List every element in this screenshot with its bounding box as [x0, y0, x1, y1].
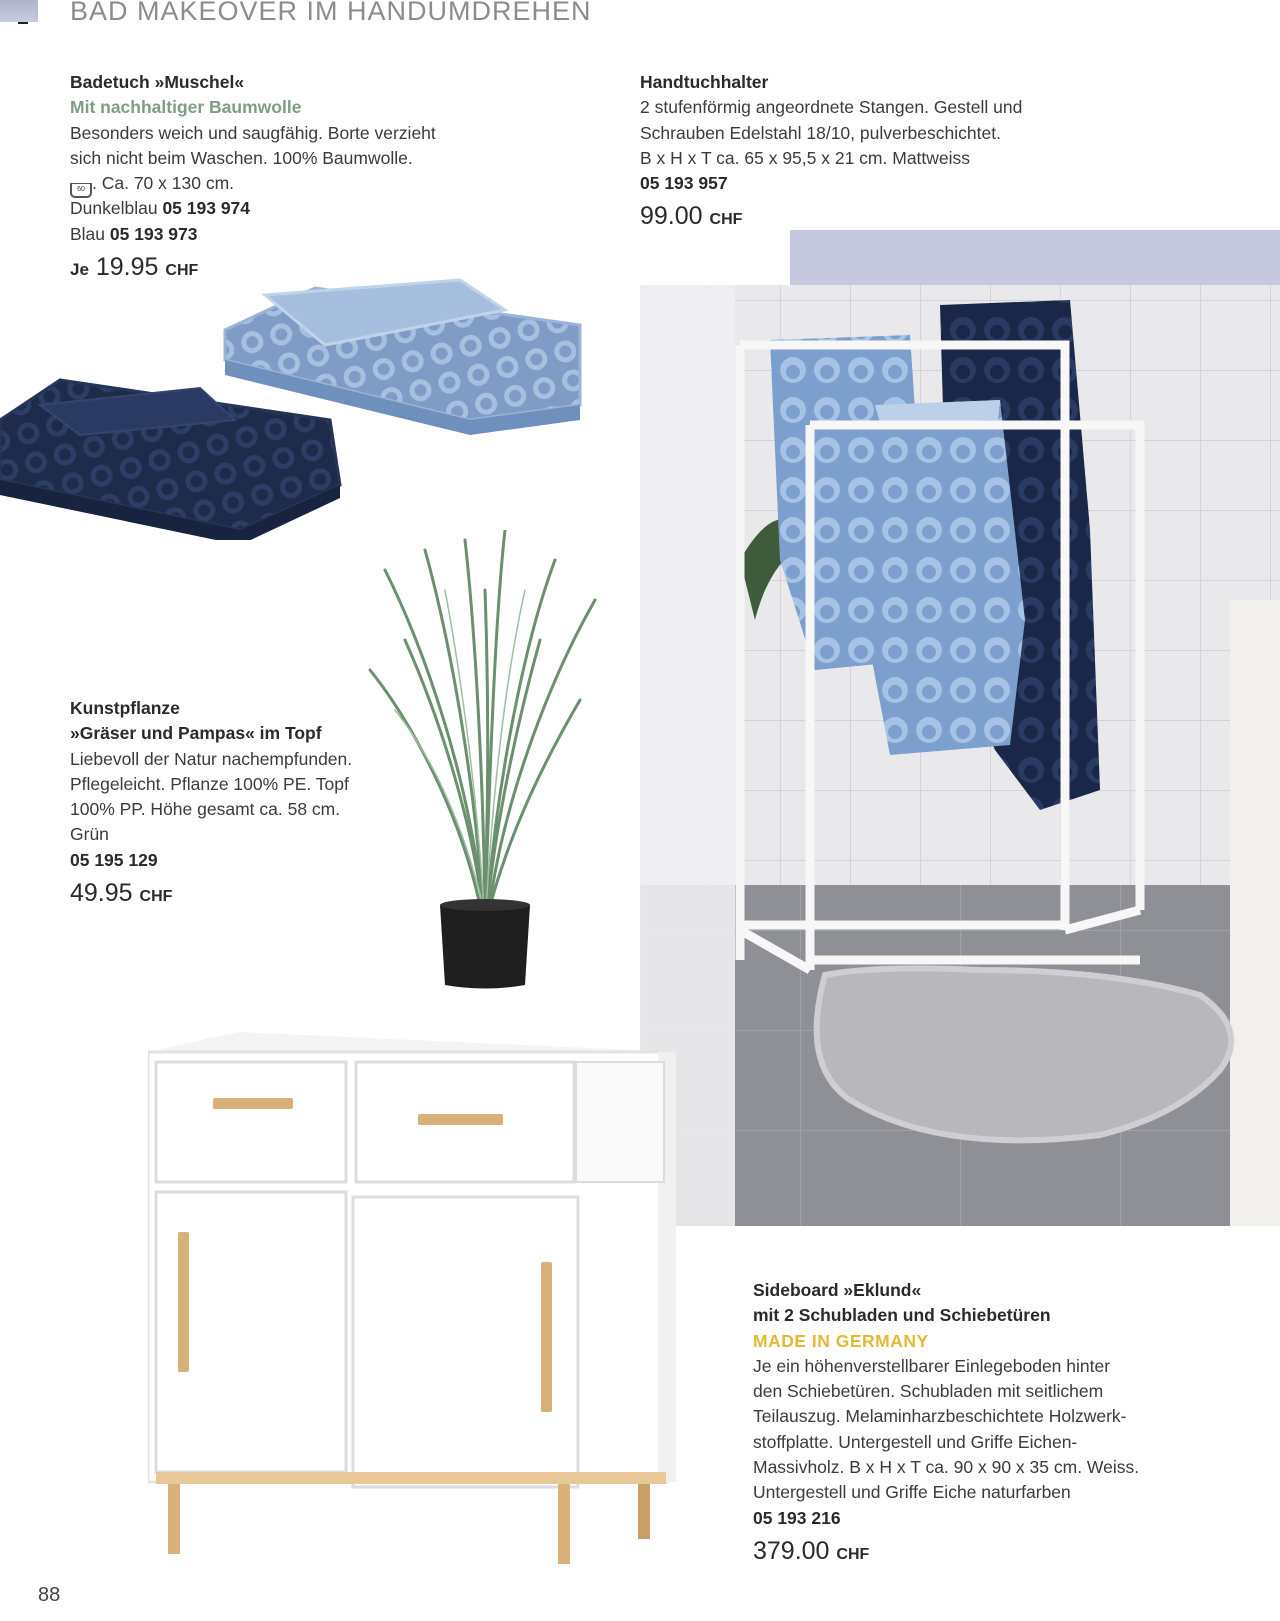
towel-name: Badetuch »Muschel«: [70, 72, 245, 92]
sideboard-desc-6: Untergestell und Griffe Eiche naturfarben: [753, 1482, 1071, 1503]
holder-price-currency: CHF: [709, 211, 743, 229]
plant-name-2: »Gräser und Pampas« im Topf: [70, 723, 322, 744]
towel-variant-1-label: Dunkelblau: [70, 198, 158, 219]
sideboard-desc-4: stoffplatte. Untergestell und Griffe Eichen-: [753, 1431, 1078, 1452]
plant-price: [70, 877, 400, 913]
plant-photo: [365, 530, 605, 990]
sideboard-article-number: 05 193 216: [753, 1507, 841, 1528]
plant-info: [70, 696, 400, 913]
plant-price-currency: CHF: [139, 888, 173, 906]
section-title: BAD MAKEOVER IM HANDUMDREHEN: [70, 0, 592, 26]
sideboard-name-1: Sideboard »Eklund«: [753, 1280, 922, 1300]
towel-desc-1: Besonders weich und saugfähig. Borte verzieht: [70, 122, 436, 143]
holder-price-value: 99.00: [640, 202, 703, 231]
plant-desc-1: Liebevoll der Natur nachempfunden.: [70, 748, 353, 769]
sideboard-info: [753, 1278, 1253, 1571]
sideboard-photo: [148, 1032, 678, 1572]
towel-variant-2-number: 05 193 973: [109, 223, 198, 244]
holder-desc-3: B x H x T ca. 65 x 95,5 x 21 cm. Mattweiss: [640, 147, 971, 168]
plant-name-1: Kunstpflanze: [70, 698, 180, 718]
sideboard-price: [753, 1535, 1253, 1571]
holder-info: [640, 70, 1100, 236]
towel-price-value: 19.95: [95, 253, 159, 282]
towels-photo: [0, 270, 590, 540]
holder-desc-2: Schrauben Edelstahl 18/10, pulverbeschichtet.: [640, 122, 1001, 143]
page-tab-marker: [0, 0, 38, 22]
towel-desc-2: sich nicht beim Waschen. 100% Baumwolle.: [70, 147, 413, 168]
towel-desc-3: . Ca. 70 x 130 cm.: [92, 173, 235, 194]
plant-desc-3: 100% PP. Höhe gesamt ca. 58 cm.: [70, 799, 341, 820]
sideboard-price-value: 379.00: [753, 1536, 830, 1565]
page-number: 88: [38, 1584, 61, 1606]
towel-tag: Mit nachhaltiger Baumwolle: [70, 97, 302, 118]
sideboard-desc-1: Je ein höhenverstellbarer Einlegeboden hinter: [753, 1355, 1111, 1376]
sideboard-price-currency: CHF: [836, 1545, 870, 1563]
towel-variant-2-label: Blau: [70, 223, 106, 244]
towel-price-currency: CHF: [165, 262, 199, 280]
plant-price-value: 49.95: [70, 879, 133, 908]
sideboard-desc-5: Massivholz. B x H x T ca. 90 x 90 x 35 cm. Weiss.: [753, 1457, 1140, 1478]
holder-article-number: 05 193 957: [640, 173, 728, 194]
sideboard-desc-2: den Schiebetüren. Schubladen mit seitlichem: [753, 1381, 1104, 1402]
towel-info: [70, 70, 490, 287]
holder-name: Handtuchhalter: [640, 72, 769, 92]
towel-variant-1-number: 05 193 974: [162, 198, 251, 219]
wash-60-icon: 60: [70, 183, 92, 198]
sideboard-desc-3: Teilauszug. Melaminharzbeschichtete Holzwerk-: [753, 1406, 1127, 1427]
sideboard-name-2: mit 2 Schubladen und Schiebetüren: [753, 1305, 1051, 1326]
plant-article-number: 05 195 129: [70, 849, 158, 870]
plant-desc-4: Grün: [70, 824, 109, 845]
holder-desc-1: 2 stufenförmig angeordnete Stangen. Gestell und: [640, 97, 1023, 118]
towel-price-prefix: Je: [70, 260, 89, 280]
plant-desc-2: Pflegeleicht. Pflanze 100% PE. Topf: [70, 773, 349, 794]
towel-holder-photo: [640, 230, 1280, 1226]
sideboard-tag: MADE IN GERMANY: [753, 1330, 929, 1351]
